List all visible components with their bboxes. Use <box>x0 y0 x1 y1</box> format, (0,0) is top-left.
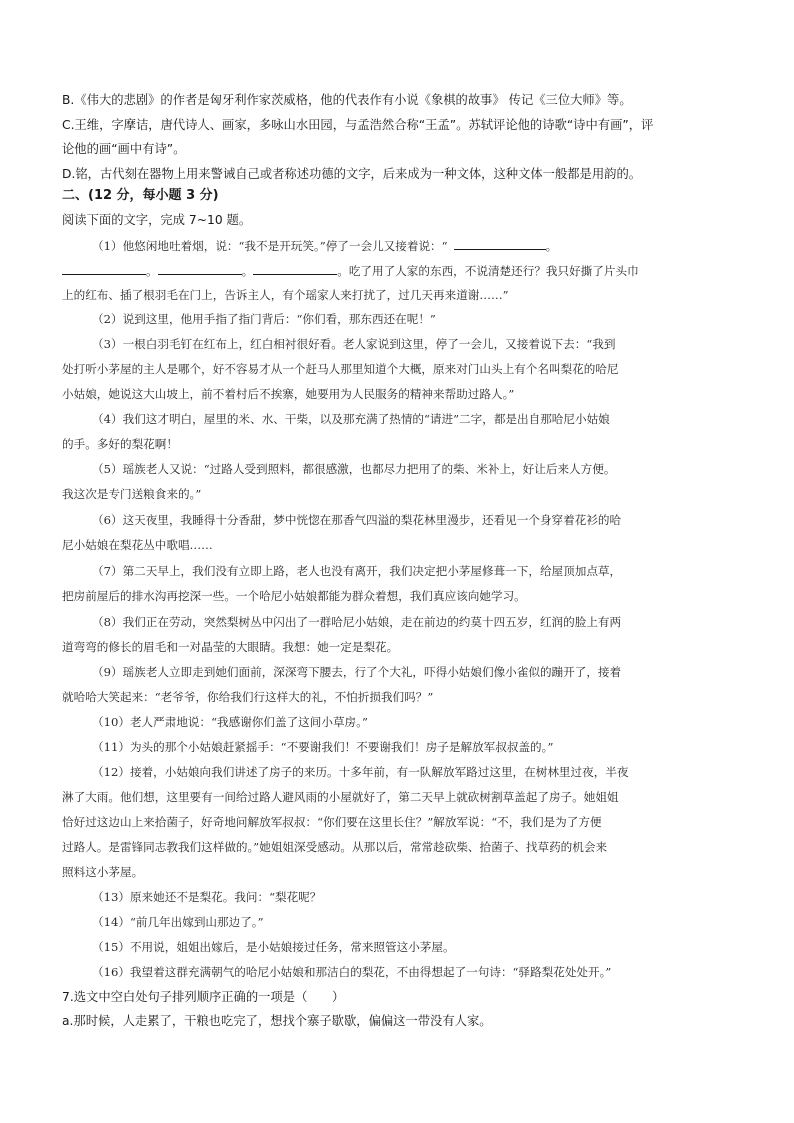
fill-blank-2[interactable] <box>62 262 146 275</box>
question-7-stem: 7.选文中空白处句子排列顺序正确的一项是（ ） <box>62 990 345 1004</box>
passage-p5-line2: 我这次是专门送粮食来的。” <box>62 487 202 501</box>
passage-p9-line1: （9）瑶族老人立即走到她们面前，深深弯下腰去，行了个大礼，吓得小姑娘们像小雀似的蹦开了，接着 <box>92 665 622 679</box>
fill-blank-1[interactable] <box>454 237 546 250</box>
section-heading: 二、(12 分，每小题 3 分) <box>62 188 219 203</box>
passage-p1-line3: 上的红布、插了根羽毛在门上，告诉主人，有个瑶家人来打扰了，过几天再来道谢……” <box>62 288 509 302</box>
passage-p12-line4: 过路人。是雷锋同志教我们这样做的。”她姐姐深受感动。从那以后，常常趁砍柴、拾菌子、找草药的机会来 <box>62 840 608 854</box>
option-c-line1: C.王维，字摩诘，唐代诗人、画家，多咏山水田园，与孟浩然合称“王孟”。苏轼评论他的诗歌“诗中有画”，评 <box>62 118 654 132</box>
passage-p7-line2: 把房前屋后的排水沟再挖深一些。一个哈尼小姑娘都能为群众着想，我们真应该向她学习。 <box>62 589 526 603</box>
p1-dot-2: 。 <box>146 264 158 278</box>
p1-dot-3: 。 <box>241 264 254 278</box>
passage-p11: （11）为头的那个小姑娘赶紧摇手：“不要谢我们！不要谢我们！房子是解放军叔叔盖的。” <box>92 740 554 754</box>
p1-text-a: （1）他悠闲地吐着烟，说：“我不是开玩笑。”停了一会儿又接着说：“ <box>92 239 448 253</box>
passage-p8-line2: 道弯弯的修长的眉毛和一对晶莹的大眼睛。我想：她一定是梨花。 <box>62 640 399 654</box>
passage-p10: （10）老人严肃地说：“我感谢你们盖了这间小草房。” <box>92 715 368 729</box>
passage-p4-line2: 的手。多好的梨花啊！ <box>62 437 178 451</box>
passage-p6-line1: （6）这天夜里，我睡得十分香甜，梦中恍惚在那香气四溢的梨花林里漫步，还看见一个身穿着花衫的哈 <box>92 513 622 527</box>
passage-p7-line1: （7）第二天早上，我们没有立即上路，老人也没有离开，我们决定把小茅屋修葺一下，给屋顶加点草， <box>92 564 622 578</box>
passage-p12-line2: 淋了大雨。他们想，这里要有一间给过路人避风雨的小屋就好了，第二天早上就砍树割草盖起了房子。她姐姐 <box>62 790 619 804</box>
passage-p12-line3: 恰好过这边山上来拾菌子，好奇地问解放军叔叔：“你们要在这里长住？”解放军说：“不，我们是为了方便 <box>62 815 602 829</box>
question-7-option-a: a.那时候，人走累了，干粮也吃完了，想找个寨子歇歇，偏偏这一带没有人家。 <box>62 1014 492 1028</box>
p1-text-b: 。吃了用了人家的东西，不说清楚还行？我只好撕了片头巾 <box>337 264 639 278</box>
passage-p12-line5: 照料这小茅屋。 <box>62 865 144 879</box>
passage-p2: （2）说到这里，他用手指了指门背后：“你们看，那东西还在呢！” <box>92 312 436 326</box>
passage-p1-line1 <box>92 237 557 254</box>
passage-p9-line2: 就哈哈大笑起来：“老爷爷，你给我们行这样大的礼，不怕折损我们吗？” <box>62 690 434 704</box>
passage-p13: （13）原来她还不是梨花。我问：“梨花呢？ <box>92 890 322 904</box>
passage-p3-line1: （3）一根白羽毛钉在红布上，红白相衬很好看。老人家说到这里，停了一会儿，又接着说下去：“我到 <box>92 337 616 351</box>
passage-p16: （16）我望着这群充满朝气的哈尼小姑娘和那洁白的梨花，不由得想起了一句诗：“驿路梨花处处开。” <box>92 965 612 979</box>
fill-blank-3[interactable] <box>158 262 242 275</box>
passage-p8-line1: （8）我们正在劳动，突然梨树丛中闪出了一群哈尼小姑娘，走在前边的约莫十四五岁，红润的脸上有两 <box>92 615 622 629</box>
passage-p1-line2 <box>62 262 639 279</box>
passage-p12-line1: （12）接着，小姑娘向我们讲述了房子的来历。十多年前，有一队解放军路过这里，在树林里过夜，半夜 <box>92 765 629 779</box>
section-instruction: 阅读下面的文字，完成 7~10 题。 <box>62 213 252 227</box>
option-c-line2: 论他的画“画中有诗”。 <box>62 142 186 156</box>
passage-p3-line3: 小姑娘，她说这大山坡上，前不着村后不挨寨，她要用为人民服务的精神来帮助过路人。” <box>62 387 515 401</box>
option-b: B.《伟大的悲剧》的作者是匈牙利作家茨威格，他的代表作有小说《象棋的故事》 传记《三位大师》等。 <box>62 93 632 107</box>
passage-p6-line2: 尼小姑娘在梨花丛中歌唱…… <box>62 538 213 552</box>
passage-p3-line2: 处打听小茅屋的主人是哪个，好不容易才从一个赶马人那里知道个大概，原来对门山头上有个名叫梨花的哈尼 <box>62 362 619 376</box>
passage-p14: （14）“前几年出嫁到山那边了。” <box>92 915 264 929</box>
passage-p15: （15）不用说，姐姐出嫁后，是小姑娘接过任务，常来照管这小茅屋。 <box>92 940 455 954</box>
p1-dot-1: 。 <box>545 239 558 253</box>
fill-blank-4[interactable] <box>253 262 337 275</box>
option-d: D.铭，古代刻在器物上用来警诫自己或者称述功德的文字，后来成为一种文体，这种文体一般都是用韵的。 <box>62 167 642 181</box>
passage-p5-line1: （5）瑶族老人又说：“过路人受到照料，都很感激，也都尽力把用了的柴、米补上，好让后来人方便。 <box>92 462 616 476</box>
passage-p4-line1: （4）我们这才明白，屋里的米、水、干柴，以及那充满了热情的“请进”二字，都是出自那哈尼小姑娘 <box>92 412 610 426</box>
